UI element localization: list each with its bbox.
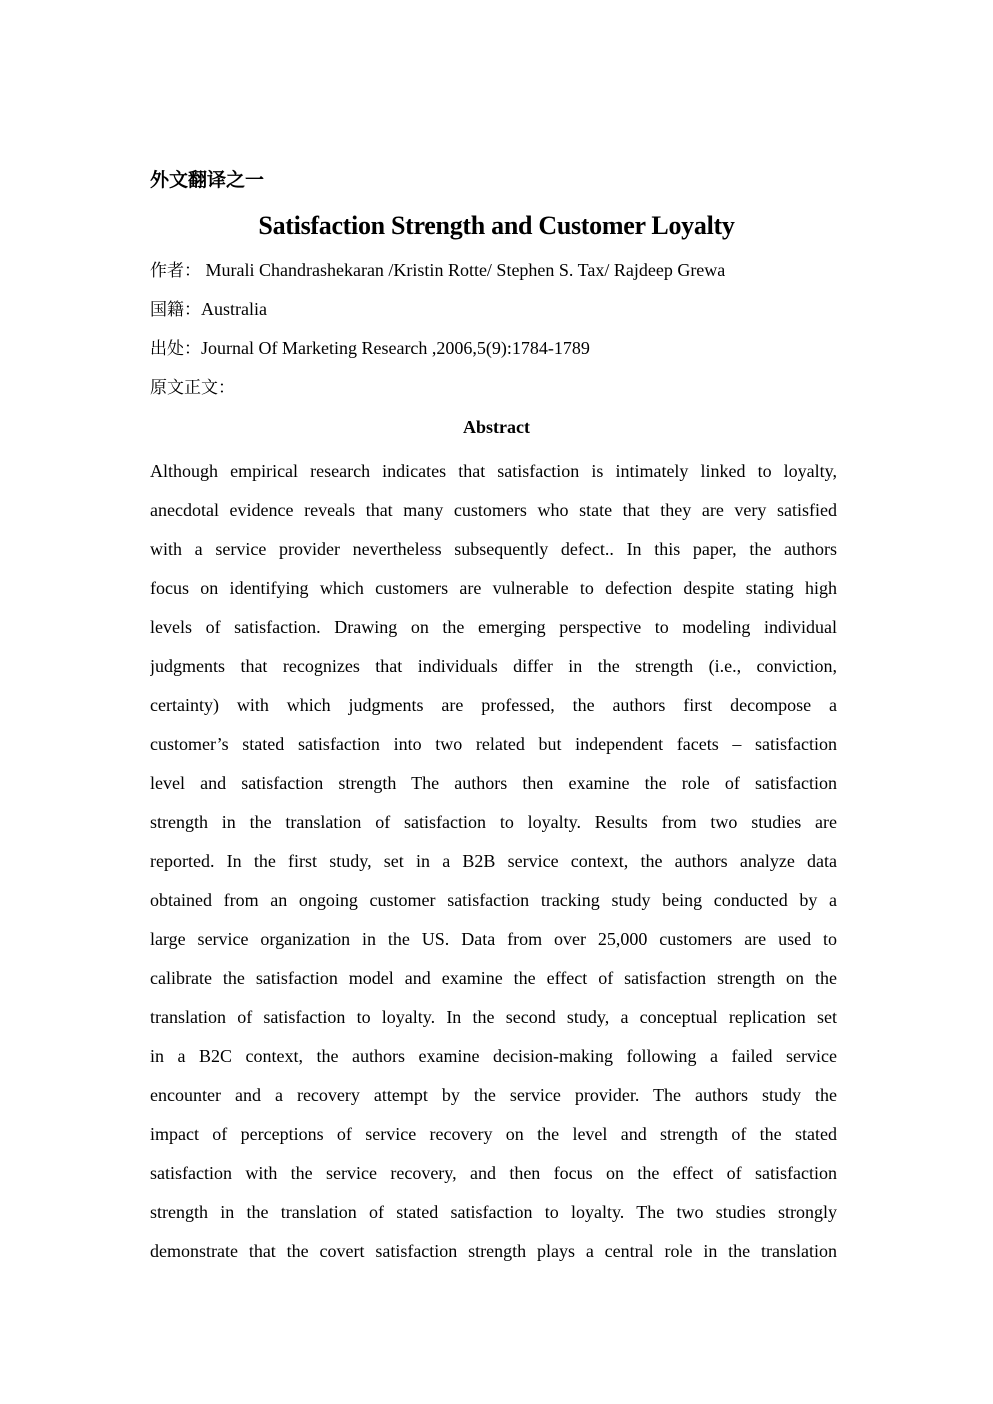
abstract-line: encounter and a recovery attempt by the service provider. The authors study the <box>150 1085 837 1105</box>
author-value: Murali Chandrashekaran /Kristin Rotte/ Stephen S. Tax/ Rajdeep Grewa <box>201 260 726 280</box>
abstract-line: satisfaction with the service recovery, and then focus on the effect of satisfaction <box>150 1163 837 1183</box>
abstract-line: impact of perceptions of service recovery on the level and strength of the stated <box>150 1124 837 1144</box>
abstract-line: with a service provider nevertheless subsequently defect.. In this paper, the authors <box>150 539 837 559</box>
abstract-line: certainty) with which judgments are professed, the authors first decompose a <box>150 695 837 715</box>
abstract-line: demonstrate that the covert satisfaction strength plays a central role in the translation <box>150 1241 837 1261</box>
original-text-label: 原文正文： <box>150 378 235 398</box>
abstract-line: strength in the translation of stated satisfaction to loyalty. The two studies strongly <box>150 1202 837 1222</box>
source-label: 出处： <box>150 339 201 359</box>
abstract-body <box>150 452 837 1271</box>
abstract-line: large service organization in the US. Data from over 25,000 customers are used to <box>150 929 837 949</box>
abstract-line: anecdotal evidence reveals that many customers who state that they are very satisfied <box>150 500 837 520</box>
abstract-line: obtained from an ongoing customer satisfaction tracking study being conducted by a <box>150 890 837 910</box>
author-label: 作者： <box>150 261 201 281</box>
abstract-line: judgments that recognizes that individuals differ in the strength (i.e., conviction, <box>150 656 837 676</box>
abstract-line: level and satisfaction strength The authors then examine the role of satisfaction <box>150 773 837 793</box>
abstract-line: customer’s stated satisfaction into two related but independent facets – satisfaction <box>150 734 837 754</box>
nationality-value: Australia <box>201 299 267 319</box>
abstract-line: in a B2C context, the authors examine decision-making following a failed service <box>150 1046 837 1066</box>
original-text-line <box>150 375 235 400</box>
abstract-line: strength in the translation of satisfaction to loyalty. Results from two studies are <box>150 812 837 832</box>
abstract-heading: Abstract <box>463 417 530 437</box>
abstract-line: levels of satisfaction. Drawing on the emerging perspective to modeling individual <box>150 617 837 637</box>
abstract-line: reported. In the first study, set in a B2B service context, the authors analyze data <box>150 851 837 871</box>
nationality-label: 国籍： <box>150 300 201 320</box>
abstract-line: Although empirical research indicates that satisfaction is intimately linked to loyalty, <box>150 461 837 481</box>
source-line <box>150 336 590 361</box>
abstract-line: calibrate the satisfaction model and examine the effect of satisfaction strength on the <box>150 968 837 988</box>
abstract-line: translation of satisfaction to loyalty. In the second study, a conceptual replication set <box>150 1007 837 1027</box>
section-label: 外文翻译之一 <box>150 169 265 191</box>
paper-title: Satisfaction Strength and Customer Loyalty <box>258 211 735 240</box>
nationality-line <box>150 297 267 322</box>
abstract-line: focus on identifying which customers are vulnerable to defection despite stating high <box>150 578 837 598</box>
source-value: Journal Of Marketing Research ,2006,5(9):1784-1789 <box>201 338 590 358</box>
author-line <box>150 258 725 283</box>
